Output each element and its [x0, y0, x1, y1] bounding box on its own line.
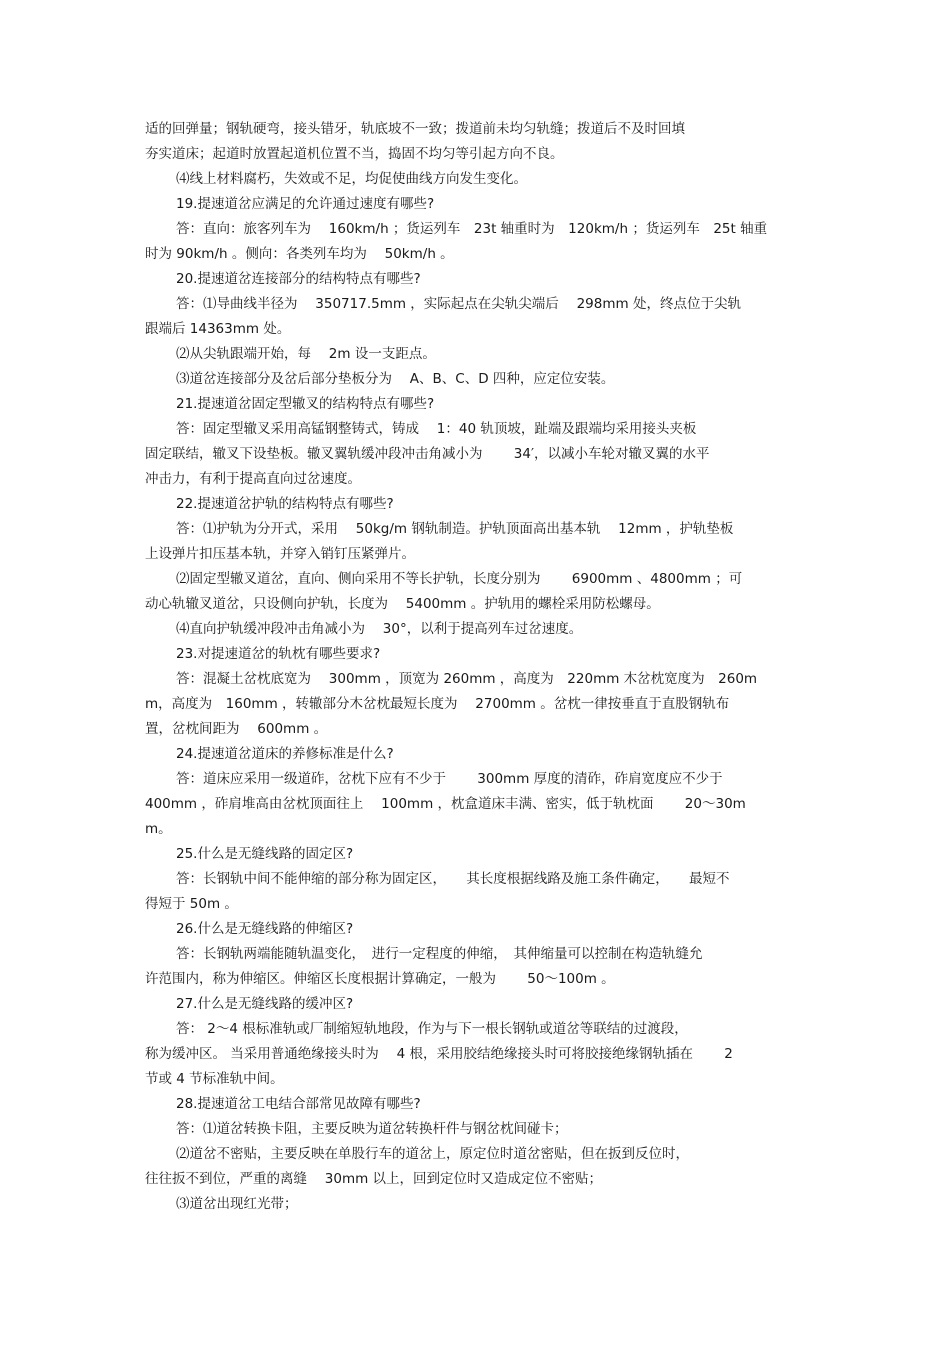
question-heading: 23.对提速道岔的轨枕有哪些要求?: [176, 646, 381, 662]
text-line: 往往扳不到位，严重的离缝 30mm 以上，回到定位时又造成定位不密贴；: [145, 1171, 603, 1187]
question-heading: 26.什么是无缝线路的伸缩区?: [176, 921, 354, 937]
question-heading: 28.提速道岔工电结合部常见故障有哪些?: [176, 1096, 421, 1112]
answer-line: 答：长钢轨两端能随轨温变化， 进行一定程度的伸缩， 其伸缩量可以控制在构造轨缝允: [176, 946, 703, 962]
question-heading: 27.什么是无缝线路的缓冲区?: [176, 996, 354, 1012]
text-line: ⑵固定型辙叉道岔，直向、侧向采用不等长护轨，长度分别为 6900mm 、4800mm ；可: [176, 571, 743, 587]
text-line: 固定联结，辙叉下设垫板。辙叉翼轨缓冲段冲击角减小为 34′，以减小车轮对辙叉翼的水平: [145, 446, 710, 462]
answer-line: 答：混凝土岔枕底宽为 300mm ，顶宽为 260mm ，高度为 220mm 木岔枕宽度为 260m: [176, 671, 758, 687]
question-heading: 24.提速道岔道床的养修标准是什么?: [176, 746, 394, 762]
answer-line: 答：道床应采用一级道砟，岔枕下应有不少于 300mm 厚度的清砟，砟肩宽度应不少于: [176, 771, 723, 787]
text-line: ⑵从尖轨跟端开始，每 2m 设一支距点。: [176, 346, 436, 362]
answer-line: 答：直向：旅客列车为 160km/h ；货运列车 23t 轴重时为 120km/h ；货运列车 25t 轴重: [176, 221, 768, 237]
answer-line: 答：长钢轨中间不能伸缩的部分称为固定区， 其长度根据线路及施工条件确定， 最短不: [176, 871, 730, 887]
text-line: ⑶道岔出现红光带；: [176, 1196, 298, 1212]
question-heading: 21.提速道岔固定型辙叉的结构特点有哪些?: [176, 396, 435, 412]
text-line: 节或 4 节标准轨中间。: [145, 1071, 284, 1087]
text-line: 冲击力，有利于提高直向过岔速度。: [145, 471, 361, 487]
text-line: ⑵道岔不密贴，主要反映在单股行车的道岔上，原定位时道岔密贴，但在扳到反位时，: [176, 1146, 689, 1162]
text-line: ⑶道岔连接部分及岔后部分垫板分为 A、B、C、D 四种，应定位安装。: [176, 371, 615, 387]
answer-line: 答：⑴导曲线半径为 350717.5mm ，实际起点在尖轨尖端后 298mm 处，终点位于尖轨: [176, 296, 741, 312]
text-line: 称为缓冲区。 当采用普通绝缘接头时为 4 根，采用胶结绝缘接头时可将胶接绝缘钢轨插在 2: [145, 1046, 733, 1062]
text-line: 动心轨辙叉道岔，只设侧向护轨，长度为 5400mm 。护轨用的螺栓采用防松螺母。: [145, 596, 660, 612]
text-line: ⑷直向护轨缓冲段冲击角减小为 30°，以利于提高列车过岔速度。: [176, 621, 583, 637]
text-line: 得短于 50m 。: [145, 896, 238, 912]
text-line: 许范围内，称为伸缩区。伸缩区长度根据计算确定，一般为 50～100m 。: [145, 971, 615, 987]
text-line: 上设弹片扣压基本轨，并穿入销钉压紧弹片。: [145, 546, 415, 562]
text-line: 置，岔枕间距为 600mm 。: [145, 721, 328, 737]
text-line: 适的回弹量；钢轨硬弯，接头错牙，轨底坡不一致；拨道前未均匀轨缝；拨道后不及时回填: [145, 121, 685, 137]
text-line: 夯实道床；起道时放置起道机位置不当，捣固不均匀等引起方向不良。: [145, 146, 564, 162]
text-line: 跟端后 14363mm 处。: [145, 321, 291, 337]
answer-line: 答：⑴护轨为分开式，采用 50kg/m 钢轨制造。护轨顶面高出基本轨 12mm ，护轨垫板: [176, 521, 734, 537]
question-heading: 22.提速道岔护轨的结构特点有哪些?: [176, 496, 394, 512]
text-line: 400mm ，砟肩堆高由岔枕顶面往上 100mm ，枕盒道床丰满、密实，低于轨枕面 20～30m: [145, 796, 746, 812]
answer-line: 答：固定型辙叉采用高锰钢整铸式，铸成 1：40 轨顶坡，趾端及跟端均采用接头夹板: [176, 421, 697, 437]
text-line: ⑷线上材料腐朽，失效或不足，均促使曲线方向发生变化。: [176, 171, 527, 187]
answer-line: 答： 2～4 根标准轨或厂制缩短轨地段，作为与下一根长钢轨或道岔等联结的过渡段，: [176, 1021, 688, 1037]
text-line: m。: [145, 821, 172, 837]
text-line: 时为 90km/h 。侧向：各类列车均为 50km/h 。: [145, 246, 454, 262]
text-line: m，高度为 160mm ，转辙部分木岔枕最短长度为 2700mm 。岔枕一律按垂直于直股钢轨布: [145, 696, 730, 712]
question-heading: 25.什么是无缝线路的固定区?: [176, 846, 354, 862]
answer-line: 答：⑴道岔转换卡阻，主要反映为道岔转换杆件与钢岔枕间碰卡；: [176, 1121, 568, 1137]
question-heading: 20.提速道岔连接部分的结构特点有哪些?: [176, 271, 421, 287]
question-heading: 19.提速道岔应满足的允许通过速度有哪些?: [176, 196, 435, 212]
